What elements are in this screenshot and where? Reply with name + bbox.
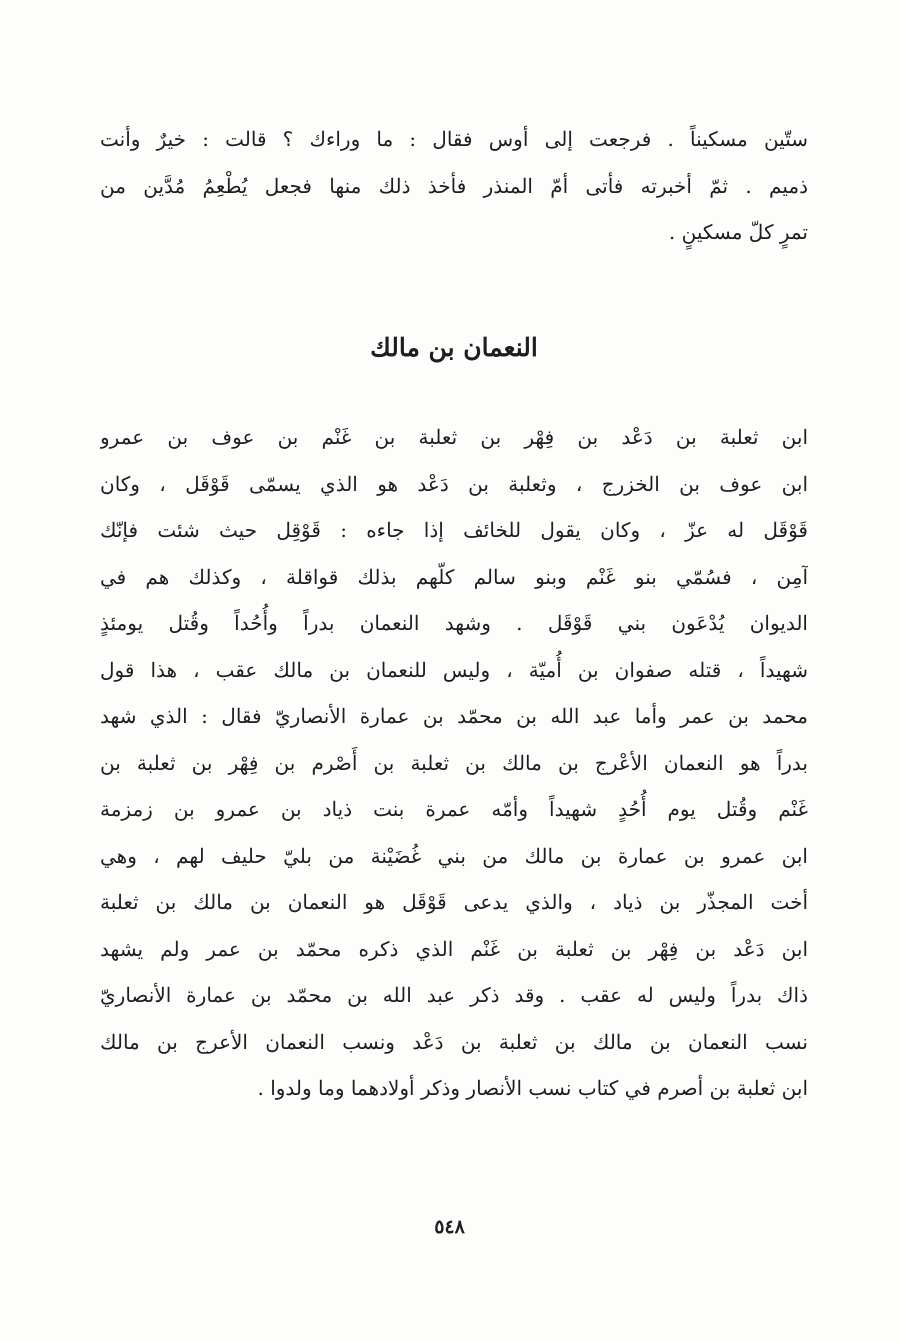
text-line: ستّين مسكيناً . فرجعت إلى أوس فقال : ما وراءك ؟ قالت : خيرٌ وأنت bbox=[100, 127, 808, 151]
intro-paragraph bbox=[100, 116, 808, 256]
text-line: أخت المجذّر بن ذياد ، والذي يدعى قَوْقَل هو النعمان بن مالك بن ثعلبة bbox=[100, 890, 808, 914]
text-line: الديوان يُدْعَون بني قَوْقَل . وشهد النعمان بدراً وأُحُداً وقُتل يومئذٍ bbox=[100, 611, 808, 635]
text-line: قَوْقَل له عزّ ، وكان يقول للخائف إذا جاءه : قَوْقِل حيث شئت فإنّك bbox=[100, 518, 808, 542]
text-line: شهيداً ، قتله صفوان بن أُميّة ، وليس للنعمان بن مالك عقب ، هذا قول bbox=[100, 657, 808, 682]
body-paragraph bbox=[100, 414, 808, 1112]
text-line: بدراً هو النعمان الأعْرج بن مالك بن ثعلبة بن أَصْرم بن فِهْر بن ثعلبة بن bbox=[100, 750, 808, 775]
text-line: ابن دَعْد بن فِهْر بن ثعلبة بن غَنْم الذي ذكره محمّد بن عمر ولم يشهد bbox=[100, 936, 808, 961]
text-line: ابن ثعلبة بن دَعْد بن فِهْر بن ثعلبة بن غَنْم بن عوف بن عمرو bbox=[100, 425, 808, 449]
text-line: تمرٍ كلّ مسكينٍ . bbox=[668, 220, 808, 244]
text-line: ابن عوف بن الخزرج ، وثعلبة بن دَعْد هو الذي يسمّى قَوْقَل ، وكان bbox=[100, 471, 808, 496]
text-line: ابن عمرو بن عمارة بن مالك من بني غُضَيْنة من بليّ حليف لهم ، وهي bbox=[100, 843, 808, 868]
page-number: ٥٤٨ bbox=[434, 1216, 465, 1238]
text-line: محمد بن عمر وأما عبد الله بن محمّد بن عمارة الأنصاريّ فقال : الذي شهد bbox=[100, 704, 808, 728]
text-line: ذميم . ثمّ أخبرته فأتى أمّ المنذر فأخذ ذلك منها فجعل يُطْعِمُ مُدَّين من bbox=[100, 173, 808, 198]
text-line: نسب النعمان بن مالك بن ثعلبة بن دَعْد ونسب النعمان الأعرج بن مالك bbox=[100, 1029, 808, 1054]
text-line: ذاك بدراً وليس له عقب . وقد ذكر عبد الله بن محمّد بن عمارة الأنصاريّ bbox=[100, 983, 808, 1007]
text-line: ابن ثعلبة بن أصرم في كتاب نسب الأنصار وذكر أولادهما وما ولدوا . bbox=[257, 1076, 808, 1100]
text-line: آمِن ، فسُمّي بنو غَنْم وبنو سالم كلّهم بذلك قواقلة ، وكذلك هم في bbox=[100, 564, 808, 589]
text-line: غَنْم وقُتل يوم أُحُدٍ شهيداً وأمّه عمرة بنت ذياد بن عمرو بن زمزمة bbox=[100, 797, 808, 821]
section-heading: النعمان بن مالك bbox=[370, 333, 538, 362]
